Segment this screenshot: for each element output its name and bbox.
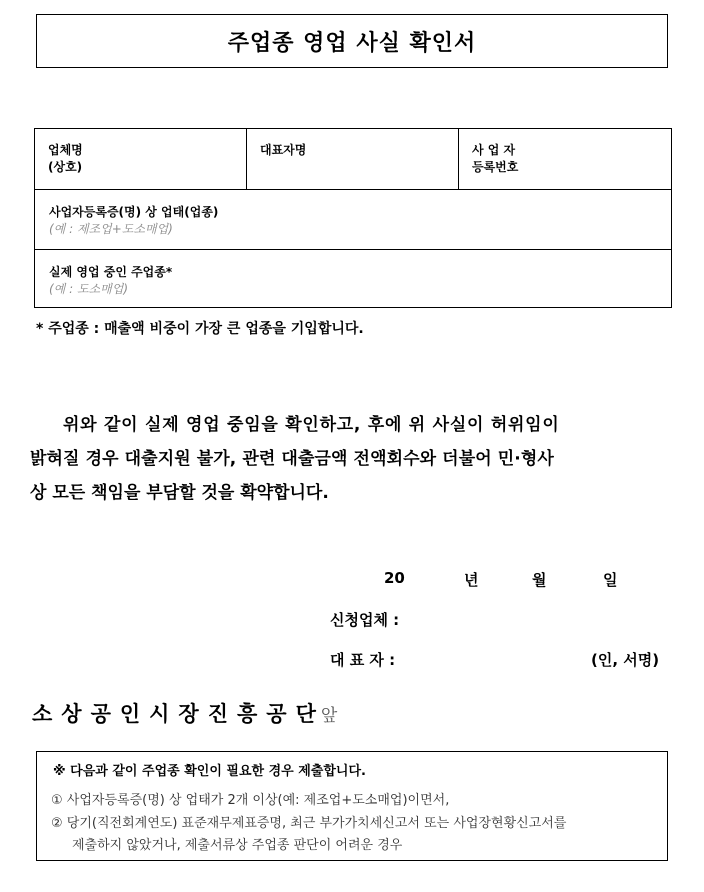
- applicant-company-label: 신청업체 :: [330, 611, 400, 629]
- date-year: 년: [464, 571, 479, 589]
- representative-cell[interactable]: [247, 129, 459, 189]
- recipient-organization: [32, 698, 337, 728]
- date-day: 일: [603, 571, 618, 589]
- business-number-cell[interactable]: [459, 129, 671, 189]
- date-year-prefix: 20: [384, 569, 405, 587]
- info-table: [34, 128, 672, 308]
- registered-business-row[interactable]: [35, 189, 671, 250]
- company-name-label: 업체명: [48, 143, 83, 157]
- company-name-cell[interactable]: [35, 129, 247, 189]
- title-box: [36, 14, 668, 68]
- representative-sign-label: 대 표 자 :: [330, 651, 396, 669]
- notice-item-2-line-2: 제출하지 않았거나, 제출서류상 주업종 판단이 어려운 경우: [72, 838, 403, 853]
- business-number-label-2: 등록번호: [472, 160, 519, 174]
- notice-heading: ※ 다음과 같이 주업종 확인이 필요한 경우 제출합니다.: [53, 764, 366, 779]
- statement-line-3: 상 모든 책임을 부담할 것을 확약합니다.: [30, 483, 329, 503]
- notice-item-2-line-1: ② 당기(직전회계연도) 표준재무제표증명, 최근 부가가치세신고서 또는 사업장현황신고서를: [51, 816, 567, 831]
- footnote: * 주업종 : 매출액 비중이 가장 큰 업종을 기입합니다.: [36, 321, 364, 337]
- submission-notice-box: [36, 751, 668, 861]
- representative-label: 대표자명: [260, 143, 307, 157]
- statement-paragraph: [30, 408, 676, 510]
- seal-or-signature: (인, 서명): [591, 651, 660, 669]
- recipient-suffix: 앞: [320, 706, 338, 726]
- registered-business-label: 사업자등록증(명) 상 업태(업종): [49, 205, 219, 219]
- company-name-sublabel: (상호): [48, 160, 83, 174]
- main-business-example: (예 : 도소매업): [49, 282, 128, 296]
- statement-line-2: 밝혀질 경우 대출지원 불가, 관련 대출금액 전액회수와 더불어 민·형사: [30, 449, 554, 469]
- statement-line-1: 위와 같이 실제 영업 중임을 확인하고, 후에 위 사실이 허위임이: [63, 415, 560, 435]
- date-month: 월: [532, 571, 547, 589]
- notice-item-1: ① 사업자등록증(명) 상 업태가 2개 이상(예: 제조업+도소매업)이면서,: [51, 793, 450, 808]
- main-business-label: 실제 영업 중인 주업종*: [49, 265, 173, 279]
- business-number-label-1: 사 업 자: [472, 143, 516, 157]
- registered-business-example: (예 : 제조업+도소매업): [49, 222, 173, 236]
- recipient-org-name: 소상공인시장진흥공단: [32, 702, 325, 726]
- main-business-row[interactable]: [35, 249, 671, 307]
- document-title: 주업종 영업 사실 확인서: [227, 30, 477, 56]
- info-row-header: [35, 129, 671, 190]
